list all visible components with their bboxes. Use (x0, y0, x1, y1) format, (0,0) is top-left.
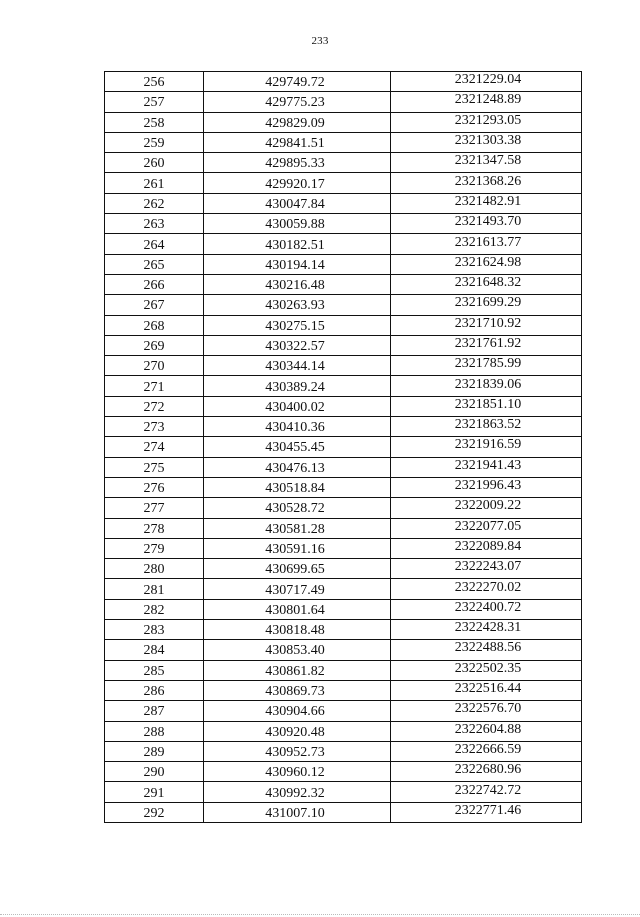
y-coordinate-text: 2321761.92 (454, 336, 522, 351)
x-coordinate-text: 430801.64 (265, 602, 325, 618)
y-coordinate-cell (391, 193, 582, 213)
y-coordinate-text: 2322502.35 (454, 660, 522, 676)
point-number-cell (105, 132, 204, 152)
x-coordinate-text: 431007.10 (265, 805, 325, 821)
y-coordinate-text: 2322604.88 (454, 721, 522, 737)
x-coordinate-text: 430476.13 (265, 460, 325, 476)
point-number-cell (105, 477, 204, 497)
x-coordinate-text: 430322.57 (265, 339, 325, 354)
point-number-cell (105, 620, 204, 640)
point-number-cell (105, 315, 204, 335)
y-coordinate-cell (391, 559, 582, 579)
point-number-text: 289 (143, 744, 165, 760)
y-coordinate-text: 2321839.06 (454, 376, 522, 392)
x-coordinate-text: 430400.02 (265, 399, 325, 415)
table-row (105, 173, 582, 193)
y-coordinate-cell (391, 579, 582, 599)
table-row (105, 417, 582, 437)
point-number-text: 275 (143, 460, 165, 476)
y-coordinate-text: 2321482.91 (454, 193, 522, 209)
x-coordinate-text: 429920.17 (265, 176, 325, 192)
x-coordinate-cell (204, 437, 391, 457)
y-coordinate-cell (391, 173, 582, 193)
x-coordinate-text: 430960.12 (265, 765, 325, 781)
point-number-cell (105, 376, 204, 396)
table-row (105, 477, 582, 497)
table-row (105, 356, 582, 376)
table-row (105, 254, 582, 274)
x-coordinate-cell (204, 396, 391, 416)
point-number-cell (105, 295, 204, 315)
table-row (105, 559, 582, 579)
point-number-text: 274 (143, 440, 165, 456)
coordinate-table (104, 71, 582, 823)
y-coordinate-cell (391, 437, 582, 457)
point-number-text: 263 (143, 217, 165, 233)
point-number-text: 273 (143, 420, 165, 436)
point-number-text: 278 (143, 521, 165, 537)
point-number-cell (105, 721, 204, 741)
point-number-text: 270 (143, 359, 165, 375)
y-coordinate-text: 2322666.59 (454, 741, 522, 757)
x-coordinate-text: 430389.24 (265, 379, 325, 395)
point-number-cell (105, 457, 204, 477)
table-row (105, 72, 582, 92)
x-coordinate-cell (204, 802, 391, 822)
y-coordinate-text: 2321248.89 (454, 92, 522, 108)
point-number-text: 291 (143, 785, 165, 801)
x-coordinate-text: 429895.33 (265, 156, 325, 172)
table-row (105, 579, 582, 599)
x-coordinate-cell (204, 579, 391, 599)
point-number-cell (105, 498, 204, 518)
y-coordinate-cell (391, 254, 582, 274)
table-row (105, 112, 582, 132)
point-number-cell (105, 559, 204, 579)
x-coordinate-cell (204, 721, 391, 741)
x-coordinate-text: 430528.72 (265, 501, 325, 517)
x-coordinate-cell (204, 153, 391, 173)
point-number-text: 267 (143, 298, 165, 314)
point-number-text: 257 (143, 95, 165, 111)
x-coordinate-cell (204, 274, 391, 294)
x-coordinate-text: 430059.88 (265, 217, 325, 233)
table-row (105, 538, 582, 558)
x-coordinate-text: 430992.32 (265, 785, 325, 801)
point-number-cell (105, 640, 204, 660)
point-number-text: 265 (143, 257, 165, 273)
table-row (105, 193, 582, 213)
x-coordinate-text: 430920.48 (265, 724, 325, 740)
x-coordinate-text: 430410.36 (265, 420, 325, 436)
y-coordinate-cell (391, 417, 582, 437)
point-number-cell (105, 193, 204, 213)
x-coordinate-text: 430717.49 (265, 582, 325, 598)
x-coordinate-text: 430216.48 (265, 278, 325, 294)
x-coordinate-cell (204, 356, 391, 376)
y-coordinate-cell (391, 620, 582, 640)
table-row (105, 762, 582, 782)
y-coordinate-text: 2322009.22 (454, 498, 522, 514)
table-row (105, 802, 582, 822)
point-number-cell (105, 579, 204, 599)
x-coordinate-cell (204, 680, 391, 700)
y-coordinate-text: 2322516.44 (454, 681, 522, 697)
point-number-cell (105, 214, 204, 234)
point-number-text: 292 (143, 805, 165, 821)
y-coordinate-cell (391, 660, 582, 680)
table-row (105, 315, 582, 335)
x-coordinate-text: 430263.93 (265, 298, 325, 314)
point-number-text: 258 (143, 115, 165, 131)
point-number-text: 262 (143, 196, 165, 212)
point-number-cell (105, 599, 204, 619)
point-number-cell (105, 234, 204, 254)
x-coordinate-text: 430275.15 (265, 318, 325, 334)
y-coordinate-cell (391, 335, 582, 355)
point-number-text: 284 (143, 643, 165, 659)
x-coordinate-text: 430952.73 (265, 744, 325, 760)
y-coordinate-text: 2321368.26 (454, 173, 522, 189)
y-coordinate-text: 2321624.98 (454, 254, 522, 270)
y-coordinate-text: 2321851.10 (454, 396, 522, 412)
point-number-cell (105, 680, 204, 700)
y-coordinate-text: 2322400.72 (454, 599, 522, 615)
table-row (105, 376, 582, 396)
y-coordinate-text: 2321229.04 (454, 72, 522, 88)
x-coordinate-text: 430047.84 (265, 196, 325, 212)
y-coordinate-cell (391, 721, 582, 741)
point-number-text: 290 (143, 765, 165, 781)
x-coordinate-text: 430581.28 (265, 521, 325, 537)
x-coordinate-text: 429829.09 (265, 115, 325, 131)
y-coordinate-cell (391, 153, 582, 173)
point-number-text: 277 (143, 501, 165, 517)
y-coordinate-cell (391, 741, 582, 761)
x-coordinate-text: 430861.82 (265, 663, 325, 679)
point-number-cell (105, 417, 204, 437)
y-coordinate-text: 2322089.84 (454, 538, 522, 554)
y-coordinate-cell (391, 762, 582, 782)
point-number-text: 287 (143, 704, 165, 720)
point-number-cell (105, 173, 204, 193)
y-coordinate-cell (391, 112, 582, 132)
x-coordinate-text: 430818.48 (265, 623, 325, 639)
x-coordinate-cell (204, 417, 391, 437)
table-row (105, 234, 582, 254)
x-coordinate-cell (204, 376, 391, 396)
table-row (105, 437, 582, 457)
x-coordinate-cell (204, 762, 391, 782)
y-coordinate-cell (391, 376, 582, 396)
table-row (105, 660, 582, 680)
table-row (105, 518, 582, 538)
x-coordinate-cell (204, 457, 391, 477)
point-number-cell (105, 741, 204, 761)
point-number-text: 269 (143, 339, 165, 354)
x-coordinate-text: 430699.65 (265, 562, 325, 578)
x-coordinate-cell (204, 538, 391, 558)
y-coordinate-text: 2322243.07 (454, 559, 522, 575)
page-number: 233 (311, 35, 329, 47)
point-number-cell (105, 538, 204, 558)
x-coordinate-cell (204, 193, 391, 213)
x-coordinate-cell (204, 559, 391, 579)
y-coordinate-text: 2322270.02 (454, 579, 522, 595)
y-coordinate-cell (391, 538, 582, 558)
x-coordinate-text: 430455.45 (265, 440, 325, 456)
table-row (105, 701, 582, 721)
y-coordinate-text: 2321785.99 (454, 356, 522, 372)
table-row (105, 132, 582, 152)
y-coordinate-text: 2321863.52 (454, 417, 522, 433)
y-coordinate-cell (391, 396, 582, 416)
y-coordinate-text: 2321710.92 (454, 315, 522, 331)
x-coordinate-text: 430518.84 (265, 481, 325, 497)
y-coordinate-text: 2321493.70 (454, 214, 522, 230)
y-coordinate-cell (391, 518, 582, 538)
x-coordinate-cell (204, 620, 391, 640)
point-number-text: 285 (143, 663, 165, 679)
point-number-cell (105, 335, 204, 355)
y-coordinate-text: 2322488.56 (454, 640, 522, 656)
point-number-cell (105, 782, 204, 802)
y-coordinate-text: 2322771.46 (454, 802, 522, 818)
point-number-cell (105, 701, 204, 721)
point-number-text: 256 (143, 75, 165, 91)
table-row (105, 782, 582, 802)
x-coordinate-cell (204, 72, 391, 92)
x-coordinate-cell (204, 112, 391, 132)
y-coordinate-text: 2321699.29 (454, 295, 522, 311)
table-row (105, 396, 582, 416)
x-coordinate-cell (204, 660, 391, 680)
x-coordinate-cell (204, 498, 391, 518)
y-coordinate-cell (391, 295, 582, 315)
y-coordinate-cell (391, 132, 582, 152)
table-row (105, 640, 582, 660)
y-coordinate-cell (391, 680, 582, 700)
y-coordinate-text: 2321613.77 (454, 234, 522, 250)
page-bottom-edge (0, 914, 640, 915)
point-number-text: 272 (143, 399, 165, 415)
x-coordinate-text: 430591.16 (265, 541, 325, 557)
coordinate-table-body (105, 72, 582, 823)
table-row (105, 457, 582, 477)
y-coordinate-text: 2322428.31 (454, 620, 522, 636)
y-coordinate-text: 2321941.43 (454, 457, 522, 473)
point-number-cell (105, 802, 204, 822)
x-coordinate-text: 430194.14 (265, 257, 325, 273)
point-number-text: 288 (143, 724, 165, 740)
table-row (105, 620, 582, 640)
table-row (105, 153, 582, 173)
x-coordinate-cell (204, 518, 391, 538)
x-coordinate-text: 430182.51 (265, 237, 325, 253)
table-row (105, 680, 582, 700)
x-coordinate-cell (204, 132, 391, 152)
point-number-cell (105, 153, 204, 173)
y-coordinate-cell (391, 498, 582, 518)
x-coordinate-text: 429841.51 (265, 136, 325, 152)
point-number-text: 282 (143, 602, 165, 618)
table-row (105, 741, 582, 761)
y-coordinate-cell (391, 477, 582, 497)
x-coordinate-cell (204, 477, 391, 497)
y-coordinate-text: 2321303.38 (454, 133, 522, 149)
y-coordinate-cell (391, 457, 582, 477)
point-number-text: 279 (143, 541, 165, 557)
x-coordinate-text: 430853.40 (265, 643, 325, 659)
y-coordinate-text: 2322077.05 (454, 518, 522, 534)
x-coordinate-cell (204, 315, 391, 335)
point-number-text: 280 (143, 562, 165, 578)
point-number-cell (105, 254, 204, 274)
point-number-cell (105, 660, 204, 680)
point-number-cell (105, 72, 204, 92)
x-coordinate-cell (204, 295, 391, 315)
y-coordinate-text: 2322742.72 (454, 782, 522, 798)
point-number-cell (105, 518, 204, 538)
point-number-cell (105, 437, 204, 457)
x-coordinate-text: 430904.66 (265, 704, 325, 720)
x-coordinate-cell (204, 234, 391, 254)
point-number-cell (105, 762, 204, 782)
y-coordinate-cell (391, 234, 582, 254)
x-coordinate-text: 429749.72 (265, 75, 325, 91)
table-row (105, 498, 582, 518)
table-row (105, 721, 582, 741)
x-coordinate-cell (204, 701, 391, 721)
point-number-text: 266 (143, 278, 165, 294)
table-row (105, 214, 582, 234)
y-coordinate-text: 2321347.58 (454, 153, 522, 169)
y-coordinate-text: 2321916.59 (454, 437, 522, 453)
y-coordinate-cell (391, 599, 582, 619)
x-coordinate-cell (204, 599, 391, 619)
point-number-text: 268 (143, 318, 165, 334)
x-coordinate-cell (204, 92, 391, 112)
y-coordinate-text: 2322576.70 (454, 701, 522, 717)
y-coordinate-text: 2321293.05 (454, 112, 522, 128)
table-row (105, 295, 582, 315)
y-coordinate-cell (391, 214, 582, 234)
table-row (105, 335, 582, 355)
x-coordinate-cell (204, 214, 391, 234)
point-number-text: 271 (143, 379, 165, 395)
y-coordinate-text: 2321648.32 (454, 275, 522, 291)
point-number-cell (105, 112, 204, 132)
table-row (105, 92, 582, 112)
y-coordinate-cell (391, 640, 582, 660)
point-number-text: 260 (143, 156, 165, 172)
x-coordinate-cell (204, 335, 391, 355)
y-coordinate-cell (391, 274, 582, 294)
x-coordinate-cell (204, 640, 391, 660)
point-number-cell (105, 356, 204, 376)
y-coordinate-text: 2322680.96 (454, 762, 522, 778)
y-coordinate-cell (391, 72, 582, 92)
y-coordinate-cell (391, 315, 582, 335)
x-coordinate-cell (204, 173, 391, 193)
y-coordinate-cell (391, 92, 582, 112)
x-coordinate-text: 429775.23 (265, 95, 325, 111)
x-coordinate-cell (204, 782, 391, 802)
point-number-text: 261 (143, 176, 165, 192)
table-row (105, 599, 582, 619)
point-number-cell (105, 396, 204, 416)
x-coordinate-text: 430869.73 (265, 684, 325, 700)
point-number-cell (105, 92, 204, 112)
point-number-text: 283 (143, 623, 165, 639)
point-number-text: 259 (143, 136, 165, 152)
point-number-text: 281 (143, 582, 165, 598)
y-coordinate-cell (391, 802, 582, 822)
y-coordinate-text: 2321996.43 (454, 478, 522, 494)
x-coordinate-cell (204, 254, 391, 274)
point-number-cell (105, 274, 204, 294)
point-number-text: 286 (143, 684, 165, 700)
point-number-text: 264 (143, 237, 165, 253)
y-coordinate-cell (391, 356, 582, 376)
y-coordinate-cell (391, 782, 582, 802)
table-row (105, 274, 582, 294)
point-number-text: 276 (143, 481, 165, 497)
x-coordinate-cell (204, 741, 391, 761)
x-coordinate-text: 430344.14 (265, 359, 325, 375)
y-coordinate-cell (391, 701, 582, 721)
